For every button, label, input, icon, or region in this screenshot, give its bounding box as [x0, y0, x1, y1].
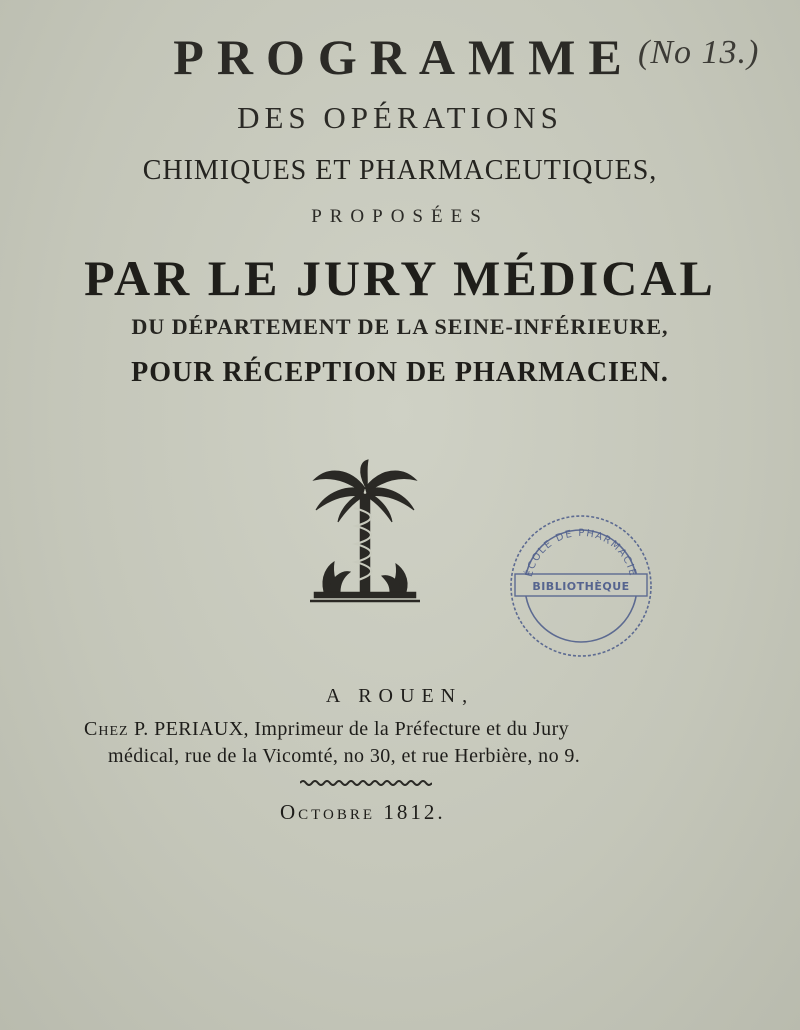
title-des-operations: DES OPÉRATIONS	[237, 100, 563, 135]
wavy-rule-divider	[300, 778, 432, 788]
imprint-year: 1812.	[383, 800, 446, 824]
library-stamp-icon	[505, 510, 657, 662]
title-jury-medical: PAR LE JURY MÉDICAL	[84, 250, 716, 306]
palm-tree-with-serpent-icon	[310, 458, 420, 608]
imprint-date	[280, 800, 500, 825]
stamp-text: BIBLIOTHÈQUE	[532, 580, 630, 593]
manuscript-number: (No 13.)	[638, 34, 760, 71]
imprint-address-line: médical, rue de la Vicomté, no 30, et rue Herbière, no 9.	[108, 745, 581, 767]
imprint-month: Octobre	[280, 800, 376, 824]
svg-text:ÉCOLE DE PHARMACIE	[522, 528, 638, 578]
stamp-top-text: ÉCOLE DE PHARMACIE	[523, 527, 639, 579]
imprint-printer: P. PERIAUX, Imprimeur de la Préfecture et du Jury	[133, 718, 570, 740]
title-departement: DU DÉPARTEMENT DE LA SEINE-INFÉRIEURE,	[131, 314, 669, 339]
title-programme	[0, 28, 800, 86]
title-chimiques: CHIMIQUES ET PHARMACEUTIQUES,	[142, 155, 658, 186]
imprint-city: A ROUEN,	[325, 685, 475, 707]
title-programme-text: PROGRAMME	[173, 29, 635, 85]
imprint-chez: Chez	[84, 718, 129, 740]
title-reception: POUR RÉCEPTION DE PHARMACIEN.	[131, 357, 669, 388]
title-proposees: PROPOSÉES	[311, 206, 489, 227]
imprint-printer-line	[84, 718, 664, 741]
